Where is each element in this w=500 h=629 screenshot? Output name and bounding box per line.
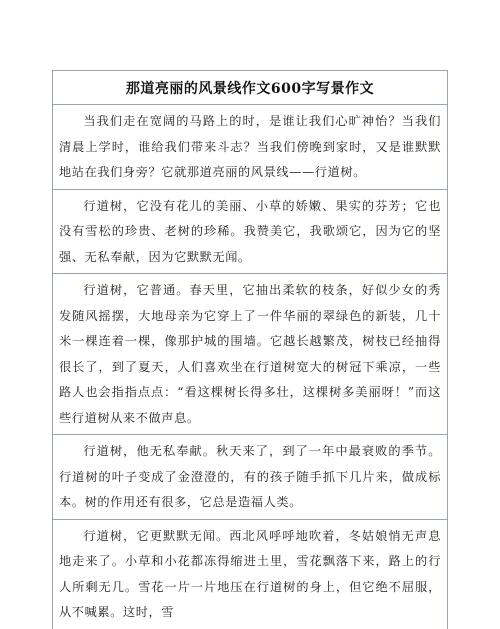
article-table: [52, 70, 448, 629]
title-row: [53, 71, 447, 105]
paragraph-5: 行道树，它更默默无闻。西北风呼呼地吹着，冬姑娘悄无声息地走来了。小草和小花都冻得缩进土里，雪花飘落下来，路上的行人所剩无几。雪花一片一片地压在行道树的身上，但它绝不屈服，从不喊累。这时，雪: [59, 528, 441, 619]
paragraph-3: 行道树，它普通。春天里，它抽出柔软的枝条，好似少女的秀发随风摇摆，大地母亲为它穿上了一件华丽的翠绿色的新装，几十米一棵连着一棵，像那护城的围墙。它越长越繁茂，树枝已经抽得很长了，到了夏天，人们喜欢坐在行道树宽大的树冠下乘凉，一些路人也会指指点点：“看这棵树长得多壮，这棵树多美丽呀！”而这些行道树从来不做声息。: [53, 274, 447, 435]
paragraph-2: 行道树，它没有花儿的美丽、小草的娇嫩、果实的芬芳；它也没有雪松的珍贵、老树的珍稀。我赞美它，我歌颂它，因为它的坚强、无私奉献，因为它默默无闻。: [53, 190, 447, 275]
paragraph-4: 行道树，他无私奉献。秋天来了，到了一年中最衰败的季节。行道树的叶子变成了金澄澄的，有的孩子随手抓下几片来，做成标本。树的作用还有很多，它总是造福人类。: [53, 435, 447, 520]
article-title: 那道亮丽的风景线作文600字写景作文: [125, 80, 375, 97]
paragraph-1: 当我们走在宽阔的马路上的时，是谁让我们心旷神怡？当我们清晨上学时，谁给我们带来斗志？当我们傍晚到家时，又是谁默默地站在我们身旁？它就那道亮丽的风景线——行道树。: [53, 105, 447, 190]
